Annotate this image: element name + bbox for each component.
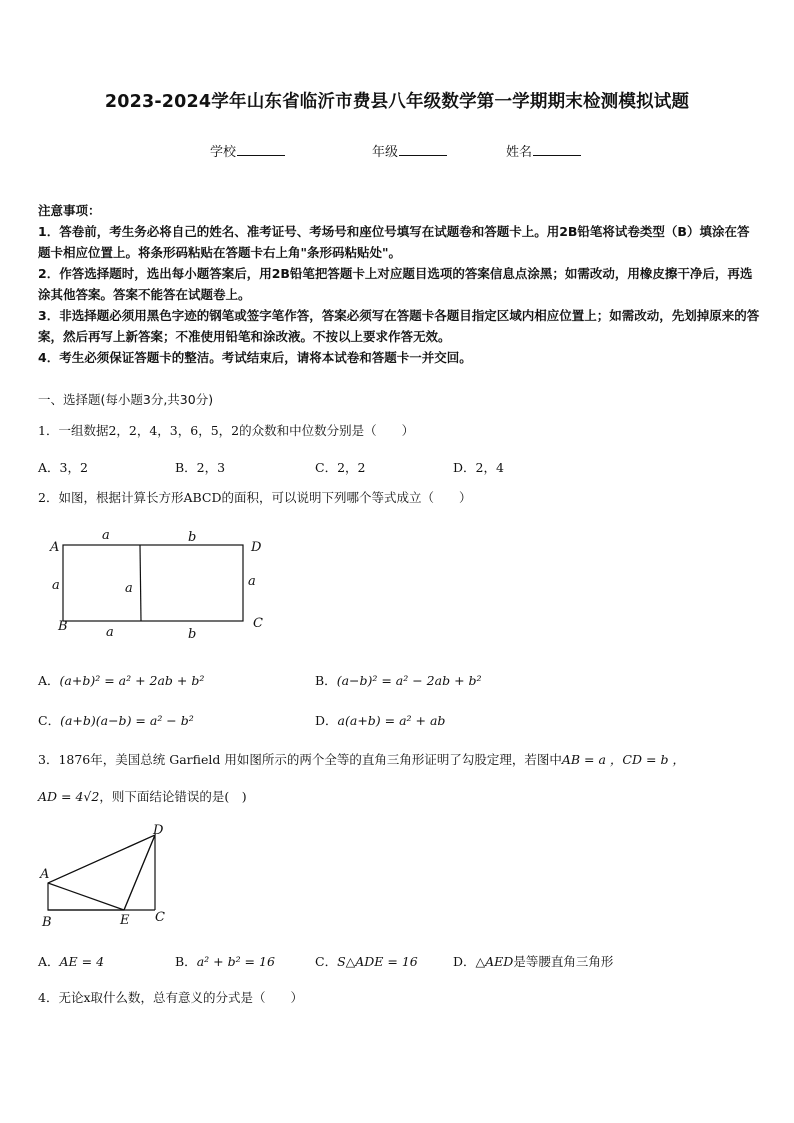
q2-option-b-label: B．	[315, 673, 337, 688]
rectangle-abcd	[63, 545, 243, 621]
q3-option-c-expr: S△ADE = 16	[337, 954, 418, 969]
q3-option-d	[453, 952, 613, 970]
notice-item-3: 3．非选择题必须用黑色字迹的钢笔或签字笔作答，答案必须写在答题卡各题目指定区域内相应位置上；如需改动，先划掉原来的答案，然后再写上新答案；不准使用铅笔和涂改液。不按以上要求作答无效。	[38, 308, 760, 344]
q3-option-b	[175, 952, 275, 970]
q2-option-b	[315, 671, 482, 689]
q3-option-d-text: 是等腰直角三角形	[513, 954, 614, 969]
segment-ae	[48, 883, 124, 910]
q1-option-b: B．2，3	[175, 460, 226, 475]
segment-ad	[48, 835, 155, 883]
q3-option-a	[38, 952, 104, 970]
school-label: 学校	[210, 145, 237, 160]
vertex-b-label: B	[58, 619, 68, 634]
q3-stem-line2	[38, 787, 247, 805]
notice-block	[38, 200, 760, 368]
right-a-label: a	[248, 574, 256, 589]
grade-blank	[399, 142, 447, 156]
school-blank	[237, 142, 285, 156]
page-title: 2023-2024学年山东省临沂市费县八年级数学第一学期期末检测模拟试题	[104, 92, 690, 112]
top-a-label: a	[102, 528, 110, 543]
q3-stem-text: 3．1876年，美国总统 Garfield 用如图所示的两个全等的直角三角形证明了勾股定理，若图中	[38, 752, 562, 767]
q3-stem-line2-text: ，则下面结论错误的是( )	[99, 789, 247, 804]
q3-option-d-expr: △AED	[475, 954, 514, 969]
grade-label: 年级	[372, 145, 399, 160]
notice-item-1: 1．答卷前，考生务必将自己的姓名、准考证号、考场号和座位号填写在试题卷和答题卡上。用2B铅笔将试卷类型（B）填涂在答题卡相应位置上。将条形码粘贴在答题卡右上角"条形码粘贴处"。	[38, 224, 750, 260]
name-label: 姓名	[506, 145, 533, 160]
q2-option-d	[315, 711, 445, 729]
vertex-d-label: D	[153, 823, 164, 838]
q2-option-a	[38, 671, 204, 689]
left-a-label: a	[52, 578, 60, 593]
q2-option-d-label: D．	[315, 713, 338, 728]
q2-stem: 2．如图，根据计算长方形ABCD的面积，可以说明下列哪个等式成立（ ）	[38, 490, 472, 505]
q3-option-b-label: B．	[175, 954, 197, 969]
q2-option-b-expr: (a−b)² = a² − 2ab + b²	[336, 673, 482, 688]
school-field	[210, 141, 285, 160]
q3-option-a-expr: AE = 4	[59, 954, 105, 969]
q2-option-a-label: A．	[38, 673, 60, 688]
notice-heading: 注意事项：	[38, 203, 101, 218]
q1-option-c: C．2，2	[315, 460, 366, 475]
vertex-c-label: C	[253, 616, 263, 631]
q2-option-d-expr: a(a+b) = a² + ab	[337, 713, 446, 728]
vertex-b-label: B	[42, 915, 52, 930]
q3-option-b-expr: a² + b² = 16	[196, 954, 275, 969]
name-field	[506, 141, 581, 160]
vertex-d-label: D	[251, 540, 262, 555]
q1-option-d: D．2，4	[453, 460, 504, 475]
q4-stem: 4．无论x取什么数，总有意义的分式是（ ）	[38, 990, 304, 1005]
q3-option-c-label: C．	[315, 954, 338, 969]
q3-garfield-figure	[36, 820, 176, 932]
q1-stem: 1．一组数据2，2，4，3，6，5，2的众数和中位数分别是（ ）	[38, 423, 415, 438]
middle-a-label: a	[125, 581, 133, 596]
q3-ad-expr: AD = 4√2	[38, 789, 100, 804]
notice-item-2: 2．作答选择题时，选出每小题答案后，用2B铅笔把答题卡上对应题目选项的答案信息点涂黑；如需改动，用橡皮擦干净后，再选涂其他答案。答案不能答在试题卷上。	[38, 266, 753, 302]
divider-line	[140, 545, 141, 621]
notice-item-4: 4．考生必须保证答题卡的整洁。考试结束后，请将本试卷和答题卡一并交回。	[38, 350, 472, 365]
q2-option-a-expr: (a+b)² = a² + 2ab + b²	[59, 673, 205, 688]
q3-option-d-label: D．	[453, 954, 476, 969]
bottom-b-label: b	[188, 627, 197, 642]
top-b-label: b	[188, 530, 197, 545]
q3-option-c	[315, 952, 418, 970]
q1-option-a: A．3，2	[38, 460, 88, 475]
q2-rectangle-figure	[40, 525, 280, 645]
q3-stem-condition: AB = a ，CD = b ，	[561, 752, 685, 767]
q3-stem-line1	[38, 750, 685, 768]
bottom-a-label: a	[106, 625, 114, 640]
vertex-a-label: A	[50, 540, 60, 555]
section-heading: 一、选择题(每小题3分,共30分)	[38, 392, 214, 407]
vertex-e-label: E	[120, 913, 130, 928]
vertex-a-label: A	[40, 867, 50, 882]
vertex-c-label: C	[155, 910, 165, 925]
grade-field	[372, 141, 447, 160]
q2-option-c-label: C．	[38, 713, 61, 728]
q2-option-c	[38, 711, 194, 729]
q3-option-a-label: A．	[38, 954, 60, 969]
q2-option-c-expr: (a+b)(a−b) = a² − b²	[60, 713, 194, 728]
name-blank	[533, 142, 581, 156]
